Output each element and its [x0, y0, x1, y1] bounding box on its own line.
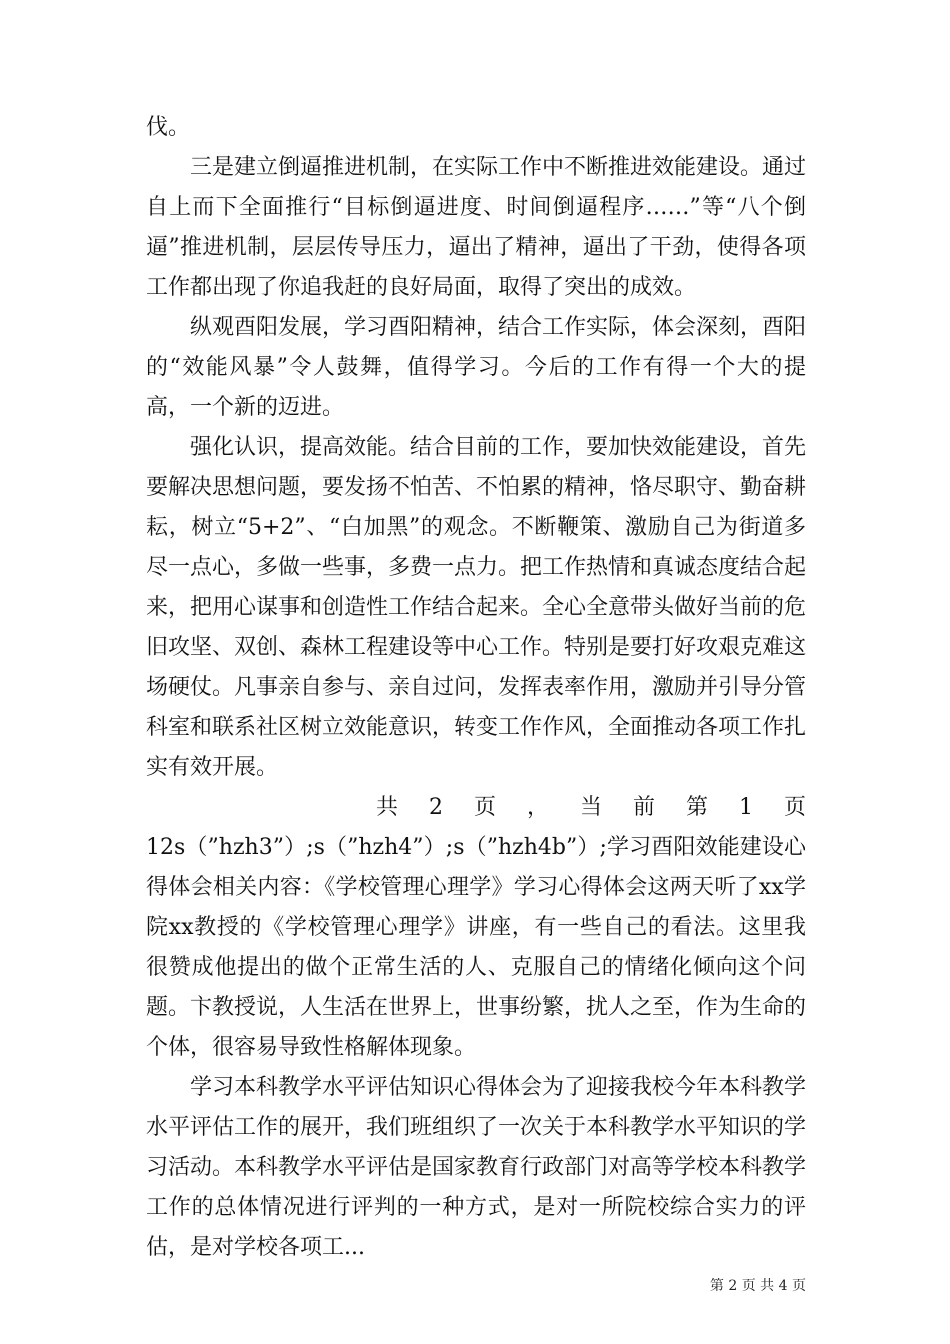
page-count-char: 2: [429, 795, 443, 820]
paragraph-1: 伐。: [146, 115, 191, 140]
page-count-char: 1: [738, 795, 753, 820]
paragraph-3: 纵观酉阳发展，学习酉阳精神，结合工作实际，体会深刻，酉阳的“效能风暴”令人鼓舞，值得学习。今后的工作有得一个大的提高，一个新的迈进。: [146, 315, 807, 420]
paragraph-4: 强化认识，提高效能。结合目前的工作，要加快效能建设，首先要解决思想问题，要发扬不怕苦、不怕累的精神，恪尽职守、勤奋耕耘，树立“5+2”、“白加黑”的观念。不断鞭策、激励自己为街道多尽一点心，多做一些事，多费一点力。把工作热情和真诚态度结合起来，把用心谋事和创造性工作结合起来。全心全意带头做好当前的危旧攻坚、双创、森林工程建设等中心工作。特别是要打好攻艰克难这场硬仗。凡事亲自参与、亲自过问，发挥表率作用，激励并引导分管科室和联系社区树立效能意识，转变工作作风，全面推动各项工作扎实有效开展。: [146, 435, 807, 780]
page-count-char: ，: [526, 795, 549, 820]
paragraph-6: 学习本科教学水平评估知识心得体会为了迎接我校今年本科教学水平评估工作的展开，我们班组织了一次关于本科教学水平知识的学习活动。本科教学水平评估是国家教育行政部门对高等学校本科教学工作的总体情况进行评判的一种方式，是对一所院校综合实力的评估，是对学校各项工...: [146, 1075, 807, 1260]
page-count-char: 页: [473, 795, 496, 820]
page-count-char: 前: [632, 795, 655, 820]
paragraph-2: 三是建立倒逼推进机制，在实际工作中不断推进效能建设。通过自上而下全面推行“目标倒逼进度、时间倒逼程序……”等“八个倒逼”推进机制，层层传导压力，逼出了精神，逼出了干劲，使得各项工作都出现了你追我赶的良好局面，取得了突出的成效。: [146, 155, 807, 300]
page-count-line: [146, 788, 806, 828]
page-count-char: 当: [579, 795, 602, 820]
page-count-char: 第: [685, 795, 708, 820]
document-body: [146, 108, 806, 1268]
page-footer: 第 2 页 共 4 页: [709, 1278, 806, 1294]
page-count-char: 共: [376, 795, 399, 820]
paragraph-5: 12s（”hzh3”）;s（”hzh4”）;s（”hzh4b”）;学习酉阳效能建设心得体会相关内容：《学校管理心理学》学习心得体会这两天听了xx学院xx教授的《学校管理心理学》讲座，有一些自己的看法。这里我很赞成他提出的做个正常生活的人、克服自己的情绪化倾向这个问题。卞教授说，人生活在世界上，世事纷繁，扰人之至，作为生命的个体，很容易导致性格解体现象。: [146, 835, 807, 1060]
page-count-char: 页: [783, 795, 806, 820]
